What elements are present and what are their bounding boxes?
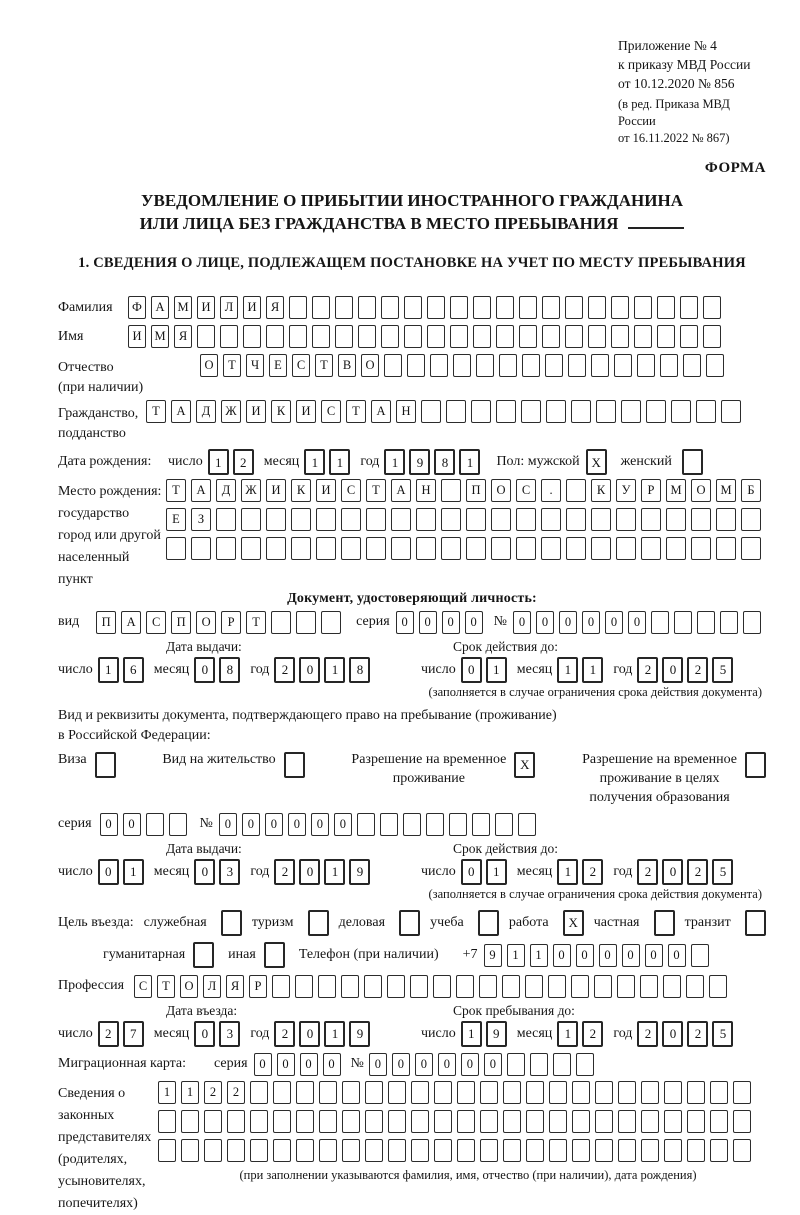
residence-number-label: № xyxy=(199,816,213,832)
gender-male-checkbox[interactable]: X xyxy=(586,449,607,475)
doc-number-label: № xyxy=(493,614,507,630)
doc-valid-month[interactable]: 1 1 xyxy=(557,657,607,683)
patronymic-row xyxy=(58,354,766,398)
phone-label: Телефон (при наличии) xyxy=(298,946,439,962)
visit-purpose-label: Цель въезда: xyxy=(58,914,134,930)
residence-issue-year[interactable]: 2 0 1 9 xyxy=(274,859,374,885)
phone-input[interactable]: 9 1 1 0 0 0 0 0 0 xyxy=(484,944,714,967)
doc-number-input[interactable]: 0 0 0 0 0 0 xyxy=(513,611,766,634)
form-title xyxy=(58,189,766,235)
residence-doc-series-row xyxy=(58,813,766,836)
purpose-tranzit-label: транзит xyxy=(684,914,731,930)
residence-doc-options xyxy=(58,750,766,807)
temporary-residence-checkbox[interactable]: X xyxy=(514,752,535,778)
stay-year[interactable]: 2 0 2 5 xyxy=(637,1021,737,1047)
migration-card-row xyxy=(58,1053,766,1076)
form-title-line1: УВЕДОМЛЕНИЕ О ПРИБЫТИИ ИНОСТРАННОГО ГРАЖДАНИНА xyxy=(141,191,683,210)
doc-dates-headings xyxy=(58,638,766,683)
residence-issue-heading: Дата выдачи: xyxy=(166,841,242,857)
purpose-chastnaya-label: частная xyxy=(593,914,640,930)
birthplace-line1[interactable]: Т А Д Ж И К И С Т А Н П О С . К У Р М О М Б xyxy=(166,479,766,502)
citizenship-label: Гражданство, подданство xyxy=(58,406,139,442)
birthplace-line3[interactable] xyxy=(166,537,766,560)
appendix-line: Приложение № 4 xyxy=(618,38,717,53)
entry-date-heading: Дата въезда: xyxy=(166,1003,238,1019)
name-label: Имя xyxy=(58,329,84,345)
blank-underline xyxy=(628,215,684,229)
appendix-reference xyxy=(618,36,766,93)
birth-day-cells[interactable]: 1 2 xyxy=(208,449,258,475)
profession-row xyxy=(58,975,766,998)
visit-purpose-row xyxy=(58,910,766,936)
doc-valid-date: число 0 1 месяц 1 1 год 2 0 2 5 xyxy=(421,657,743,683)
residence-permit-checkbox[interactable] xyxy=(284,752,305,778)
birthplace-row xyxy=(58,479,766,591)
migration-number-label: № xyxy=(350,1056,364,1072)
purpose-chastnaya-checkbox[interactable] xyxy=(654,910,675,936)
profession-label: Профессия xyxy=(58,978,125,994)
surname-input[interactable]: Ф А М И Л И Я xyxy=(128,296,726,319)
doc-kind-input[interactable]: П А С П О Р Т xyxy=(96,611,346,634)
residence-series-input[interactable]: 0 0 xyxy=(100,813,192,836)
doc-valid-year[interactable]: 2 0 2 5 xyxy=(637,657,737,683)
purpose-rabota-checkbox[interactable]: X xyxy=(563,910,584,936)
name-row xyxy=(58,325,766,348)
doc-series-input[interactable]: 0 0 0 0 xyxy=(396,611,488,634)
residence-doc-intro2: в Российской Федерации: xyxy=(58,728,211,744)
purpose-turizm-checkbox[interactable] xyxy=(308,910,329,936)
form-label: ФОРМА xyxy=(704,160,766,176)
residence-valid-date: число 0 1 месяц 1 2 год 2 0 2 5 xyxy=(421,859,743,885)
edition-reference xyxy=(618,96,766,147)
citizenship-row xyxy=(58,400,766,444)
entry-month[interactable]: 0 3 xyxy=(194,1021,244,1047)
representatives-row xyxy=(58,1081,766,1215)
purpose-ucheba-label: учеба xyxy=(430,914,464,930)
visa-checkbox[interactable] xyxy=(95,752,116,778)
edition-line: от 16.11.2022 № 867) xyxy=(618,131,730,145)
doc-valid-heading: Срок действия до: xyxy=(453,639,558,655)
gender-male-label: Пол: мужской xyxy=(496,453,580,469)
entry-dates xyxy=(58,1002,766,1047)
purpose-sluzhebnaya-checkbox[interactable] xyxy=(221,910,242,936)
purpose-delovaya-label: деловая xyxy=(338,914,386,930)
identity-doc-row xyxy=(58,611,766,634)
surname-label: Фамилия xyxy=(58,300,113,316)
purpose-gumanitarnaya-checkbox[interactable] xyxy=(193,942,214,968)
doc-issue-month[interactable]: 0 8 xyxy=(194,657,244,683)
residence-dates xyxy=(58,840,766,885)
purpose-tranzit-checkbox[interactable] xyxy=(745,910,766,936)
representatives-inputs xyxy=(158,1081,778,1183)
profession-input[interactable]: С Т О Л Я Р xyxy=(134,975,732,998)
residence-doc-intro1: Вид и реквизиты документа, подтверждающего право на пребывание (проживание) xyxy=(58,708,557,724)
stay-until-heading: Срок пребывания до: xyxy=(453,1003,575,1019)
identity-doc-heading: Документ, удостоверяющий личность: xyxy=(287,591,537,607)
representatives-note: (при заполнении указываются фамилия, имя, отчество (при наличии), дата рождения) xyxy=(239,1168,697,1183)
purpose-rabota-label: работа xyxy=(508,914,549,930)
birthplace-label: Место рождения: государство город или другой населенный пункт xyxy=(58,484,162,588)
doc-kind-label: вид xyxy=(58,614,80,630)
purpose-inaya-label: иная xyxy=(228,946,256,962)
purpose-turizm-label: туризм xyxy=(251,914,294,930)
name-input[interactable]: И М Я xyxy=(128,325,726,348)
migration-series-label: серия xyxy=(214,1056,248,1072)
residence-issue-date: число 0 1 месяц 0 3 год 2 0 1 9 xyxy=(58,859,380,885)
birth-year-cells[interactable]: 1 9 8 1 xyxy=(384,449,484,475)
appendix-line: от 10.12.2020 № 856 xyxy=(618,76,735,91)
doc-series-label: серия xyxy=(356,614,390,630)
doc-valid-day[interactable]: 0 1 xyxy=(461,657,511,683)
patronymic-label: Отчество (при наличии) xyxy=(58,360,144,396)
stay-month[interactable]: 1 2 xyxy=(557,1021,607,1047)
phone-prefix: +7 xyxy=(462,946,478,962)
residence-valid-year[interactable]: 2 0 2 5 xyxy=(637,859,737,885)
entry-date: число 2 7 месяц 0 3 год 2 0 1 9 xyxy=(58,1021,380,1047)
stay-until-date: число 1 9 месяц 1 2 год 2 0 2 5 xyxy=(421,1021,743,1047)
option-temporary-residence: Разрешение на временное проживание X xyxy=(351,750,535,788)
option-residence-permit: Вид на жительство xyxy=(162,750,304,778)
temporary-residence-education-checkbox[interactable] xyxy=(745,752,766,778)
doc-issue-date: число 1 6 месяц 0 8 год 2 0 1 8 xyxy=(58,657,380,683)
birthdate-label: Дата рождения: xyxy=(58,453,152,469)
patronymic-input[interactable]: О Т Ч Е С Т В О xyxy=(200,354,729,377)
entry-year[interactable]: 2 0 1 9 xyxy=(274,1021,374,1047)
gender-female-checkbox[interactable] xyxy=(682,449,703,475)
doc-issue-heading: Дата выдачи: xyxy=(166,639,242,655)
section1-heading: 1. СВЕДЕНИЯ О ЛИЦЕ, ПОДЛЕЖАЩЕМ ПОСТАНОВКЕ НА УЧЕТ ПО МЕСТУ ПРЕБЫВАНИЯ xyxy=(78,255,746,271)
residence-limit-note: (заполняется в случае ограничения срока действия документа) xyxy=(428,887,762,902)
birthplace-inputs xyxy=(166,479,766,566)
birth-month-cells[interactable]: 1 1 xyxy=(304,449,354,475)
residence-issue-day[interactable]: 0 1 xyxy=(98,859,148,885)
residence-number-input[interactable]: 0 0 0 0 0 0 xyxy=(219,813,541,836)
surname-row xyxy=(58,296,766,319)
edition-line: (в ред. Приказа МВД России xyxy=(618,97,730,128)
representatives-line2[interactable] xyxy=(158,1110,778,1133)
entry-day[interactable]: 2 7 xyxy=(98,1021,148,1047)
doc-limit-note: (заполняется в случае ограничения срока действия документа) xyxy=(428,685,762,700)
migration-card-label: Миграционная карта: xyxy=(58,1056,187,1072)
migration-number-input[interactable]: 0 0 0 0 0 0 xyxy=(369,1053,599,1076)
purpose-inaya-checkbox[interactable] xyxy=(264,942,285,968)
gender-female-label: женский xyxy=(620,453,672,469)
purpose-delovaya-checkbox[interactable] xyxy=(399,910,420,936)
representatives-line3[interactable] xyxy=(158,1139,778,1162)
birthdate-row xyxy=(58,449,766,475)
citizenship-input[interactable]: Т А Д Ж И К И С Т А Н xyxy=(146,400,746,423)
migration-series-input[interactable]: 0 0 0 0 xyxy=(254,1053,346,1076)
birthplace-line2[interactable]: Е З xyxy=(166,508,766,531)
representatives-line1[interactable]: 1 1 2 2 xyxy=(158,1081,778,1104)
representatives-label: Сведения о законных представителях (родителях, усыновителях, попечителях) xyxy=(58,1086,152,1212)
purpose-gumanitarnaya-label: гуманитарная xyxy=(103,946,186,962)
birthdate-input: число 1 2 месяц 1 1 год 1 9 8 1 xyxy=(168,449,490,475)
option-temporary-residence-education: Разрешение на временное проживание в целях получения образования xyxy=(582,750,766,807)
appendix-line: к приказу МВД России xyxy=(618,57,751,72)
residence-series-label: серия xyxy=(58,816,92,832)
form-title-line2: ИЛИ ЛИЦА БЕЗ ГРАЖДАНСТВА В МЕСТО ПРЕБЫВАНИЯ xyxy=(58,212,766,235)
residence-valid-month[interactable]: 1 2 xyxy=(557,859,607,885)
purpose-sluzhebnaya-label: служебная xyxy=(143,914,207,930)
residence-issue-month[interactable]: 0 3 xyxy=(194,859,244,885)
phone-row xyxy=(58,942,766,968)
residence-valid-day[interactable]: 0 1 xyxy=(461,859,511,885)
doc-issue-day[interactable]: 1 6 xyxy=(98,657,148,683)
stay-day[interactable]: 1 9 xyxy=(461,1021,511,1047)
residence-valid-heading: Срок действия до: xyxy=(453,841,558,857)
purpose-ucheba-checkbox[interactable] xyxy=(478,910,499,936)
option-visa: Виза xyxy=(58,750,116,778)
doc-issue-year[interactable]: 2 0 1 8 xyxy=(274,657,374,683)
